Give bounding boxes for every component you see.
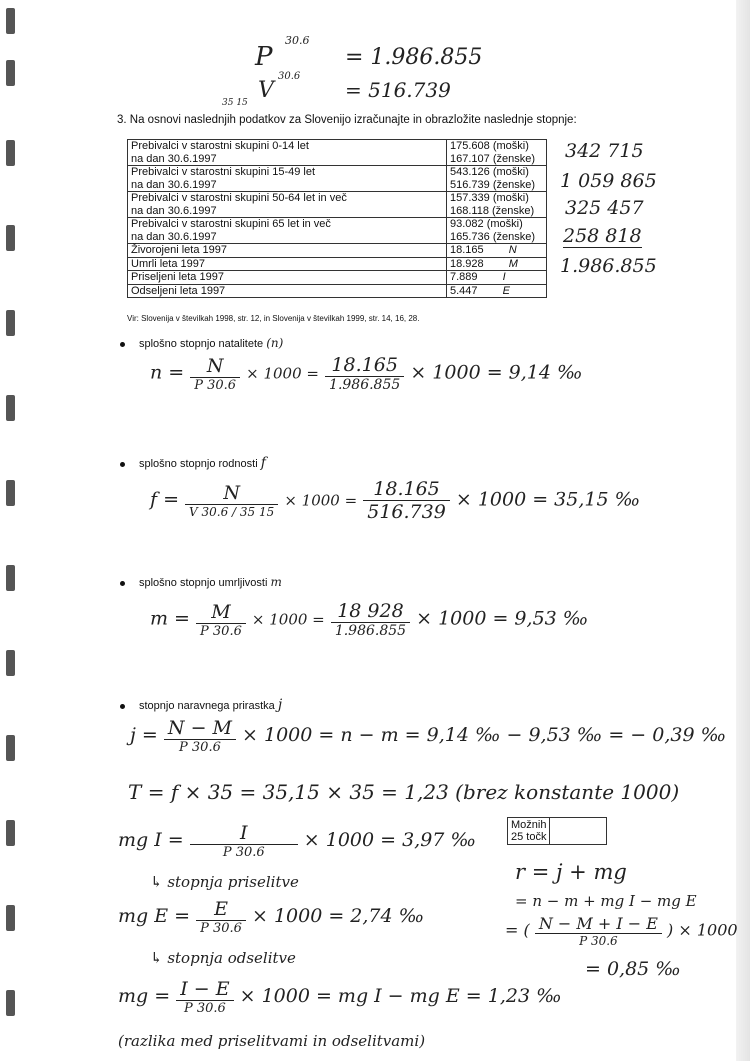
table-row — [128, 140, 547, 166]
value-male: 93.082 (moški) — [450, 218, 523, 230]
row-date: na dan 30.6.1997 — [131, 178, 217, 191]
v-sub: 35 15 — [222, 98, 248, 108]
value-male: 157.339 (moški) — [450, 192, 529, 204]
mg-e-formula: mg E = $\frac{E}{P 30.6}$ × 1000 = 2,74 ‰ — [118, 898, 425, 936]
p-value: = 1.986.855 — [345, 45, 483, 70]
binder-hole — [6, 650, 15, 676]
row-label: Živorojeni leta 1997 — [128, 244, 447, 258]
table-row — [128, 257, 547, 271]
table-row — [128, 284, 547, 298]
side-sum: 258 818 — [563, 225, 642, 247]
value-female: 516.739 (ženske) — [450, 178, 535, 191]
natality-formula: n = $\frac{N}{P 30.6}$ × 1000 = $\frac{18.165}{1.986.855}$ × 1000 = 9,14 ‰ — [150, 354, 583, 393]
side-sum: 1 059 865 — [560, 170, 657, 192]
score-field[interactable] — [550, 818, 607, 845]
row-value: 18.165 — [450, 244, 484, 256]
row-label: Prebivalci v starostni skupini 15-49 let — [131, 166, 316, 178]
score-label: Možnih — [511, 819, 547, 831]
mg-e-note: ↳ stopnja odselitve — [150, 949, 296, 967]
row-value: 18.928 — [450, 257, 484, 270]
mg-note: (razlika med priselitvami in odselitvami) — [118, 1032, 426, 1050]
source-note: Vir: Slovenija v številkah 1998, str. 12, in Slovenija v številkah 1999, str. 14, 16, 28. — [127, 314, 420, 323]
handwritten-symbol: M — [508, 257, 518, 270]
fertility-formula: f = $\frac{N}{V 30.6 / 35 15}$ × 1000 = $\frac{18.165}{516.739}$ × 1000 = 35,15 ‰ — [150, 478, 641, 523]
value-male: 543.126 (moški) — [450, 166, 529, 178]
item-natural-increase: stopnjo naravnega prirastka j — [120, 697, 282, 713]
item-natality: splošno stopnjo natalitete (n) — [120, 336, 283, 350]
value-female: 165.736 (ženske) — [450, 230, 535, 243]
row-value: 5.447 — [450, 284, 478, 297]
binder-hole — [6, 225, 15, 251]
binder-hole — [6, 60, 15, 86]
row-date: na dan 30.6.1997 — [131, 152, 217, 165]
r-line-2: = n − m + mg I − mg E — [515, 892, 697, 910]
binder-hole — [6, 820, 15, 846]
item-fertility: splošno stopnjo rodnosti f — [120, 455, 266, 471]
natural-increase-formula: j = $\frac{N - M}{P 30.6}$ × 1000 = n − m = 9,14 ‰ − 9,53 ‰ = − 0,39 ‰ — [130, 717, 727, 755]
p-label: P — [255, 42, 273, 72]
table-row — [128, 271, 547, 285]
r-line-4: = 0,85 ‰ — [585, 958, 681, 980]
row-label: Prebivalci v starostni skupini 0-14 let — [131, 140, 309, 152]
p-sup: 30.6 — [285, 34, 310, 47]
binder-hole — [6, 140, 15, 166]
handwritten-symbol: I — [502, 271, 506, 283]
row-label: Prebivalci v starostni skupini 65 let in več — [131, 218, 331, 230]
mg-i-note: ↳ stopnja priselitve — [150, 873, 299, 891]
question-text: 3. Na osnovi naslednjih podatkov za Slovenijo izračunajte in obrazložite naslednje stopnje: — [117, 114, 577, 126]
row-label: Umrli leta 1997 — [128, 257, 447, 271]
binder-hole — [6, 735, 15, 761]
value-female: 167.107 (ženske) — [450, 152, 535, 165]
binder-hole — [6, 565, 15, 591]
row-label: Odseljeni leta 1997 — [128, 284, 447, 298]
v-sup: 30.6 — [278, 71, 301, 82]
mg-formula: mg = $\frac{I - E}{P 30.6}$ × 1000 = mg I − mg E = 1,23 ‰ — [118, 978, 562, 1016]
score-points: 25 točk — [511, 831, 547, 843]
r-line-1: r = j + mg — [515, 860, 627, 884]
score-box — [507, 817, 607, 845]
row-label: Priseljeni leta 1997 — [128, 271, 447, 285]
mortality-formula: m = $\frac{M}{P 30.6}$ × 1000 = $\frac{18 928}{1.986.855}$ × 1000 = 9,53 ‰ — [150, 600, 589, 639]
side-sum-total: 1.986.855 — [560, 255, 657, 277]
binder-hole — [6, 310, 15, 336]
side-sum: 325 457 — [565, 197, 644, 219]
binder-hole — [6, 905, 15, 931]
value-female: 168.118 (ženske) — [450, 204, 535, 217]
t-formula: T = f × 35 = 35,15 × 35 = 1,23 (brez konstante 1000) — [128, 780, 680, 804]
value-male: 175.608 (moški) — [450, 140, 529, 152]
table-row — [128, 218, 547, 244]
data-table — [127, 139, 547, 298]
table-row — [128, 192, 547, 218]
row-date: na dan 30.6.1997 — [131, 204, 217, 217]
r-line-3: = ( $\frac{N - M + I - E}{P 30.6}$ ) × 1000 — [505, 914, 738, 948]
row-label: Prebivalci v starostni skupini 50-64 let in več — [131, 192, 347, 204]
handwritten-symbol: N — [508, 244, 517, 256]
item-mortality: splošno stopnjo umrljivosti m — [120, 575, 282, 589]
mg-i-formula: mg I = $\frac{I}{P 30.6}$ × 1000 = 3,97 ‰ — [118, 822, 476, 860]
v-label: V — [258, 78, 274, 103]
side-sum: 342 715 — [565, 140, 644, 162]
binder-hole — [6, 8, 15, 34]
binder-hole — [6, 395, 15, 421]
v-value: = 516.739 — [345, 78, 451, 102]
table-row — [128, 244, 547, 258]
row-value: 7.889 — [450, 271, 478, 283]
scan-edge — [736, 0, 750, 1061]
binder-hole — [6, 990, 15, 1016]
binder-hole — [6, 480, 15, 506]
row-date: na dan 30.6.1997 — [131, 230, 217, 243]
handwritten-symbol: E — [502, 284, 510, 297]
table-row — [128, 166, 547, 192]
